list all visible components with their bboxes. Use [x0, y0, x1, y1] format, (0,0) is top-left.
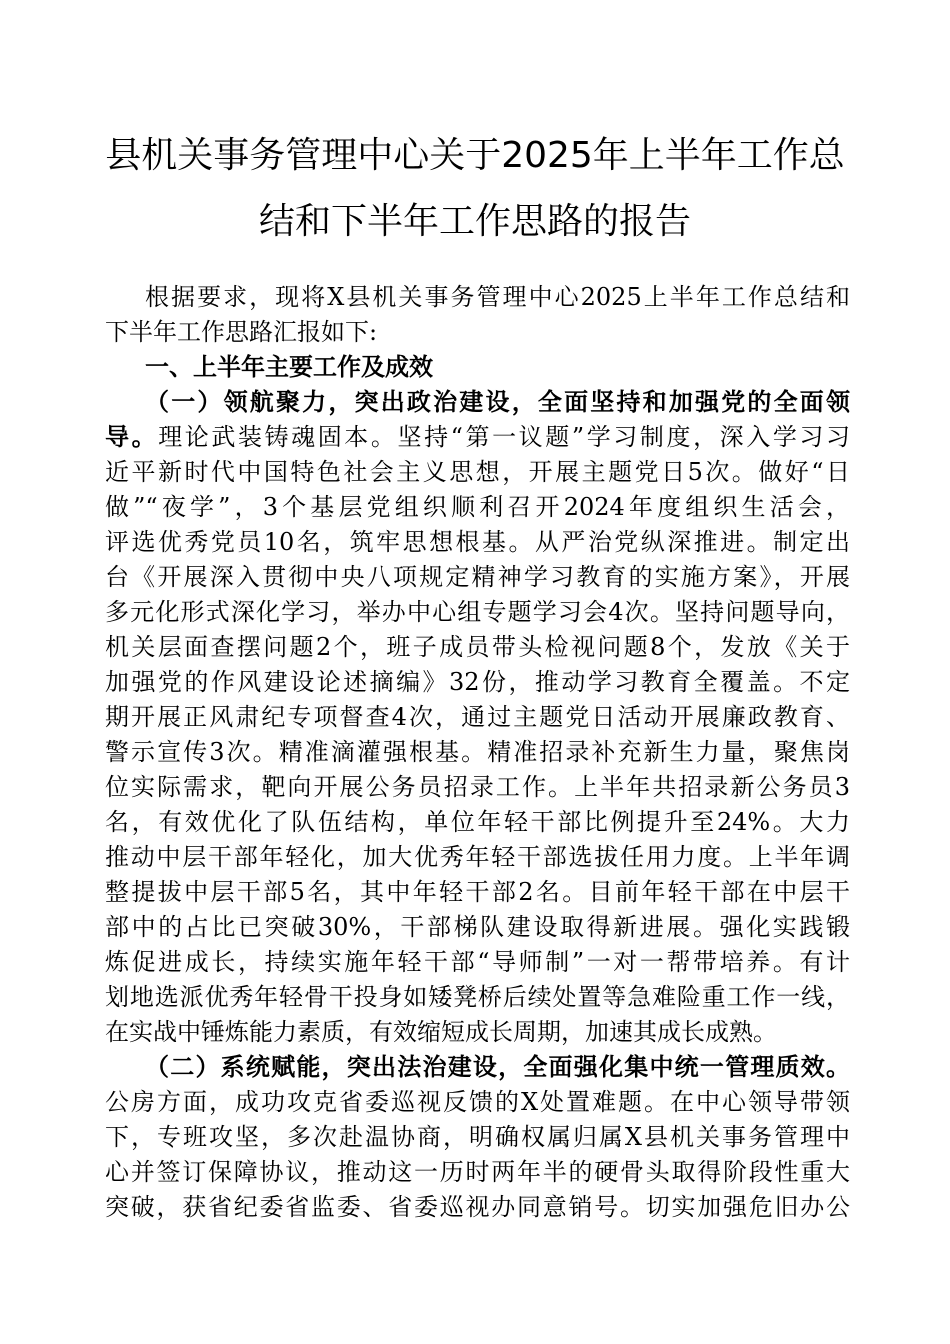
paragraph-line: 划地选派优秀年轻骨干投身如矮凳桥后续处置等急难险重工作一线， — [105, 983, 850, 1011]
paragraph-line: 下，专班攻坚，多次赴温协商，明确权属归属X县机关事务管理中 — [105, 1123, 850, 1151]
paragraph-line: 警示宣传3次。精准滴灌强根基。精准招录补充新生力量，聚焦岗 — [105, 738, 850, 766]
subsection-heading-1-end: 导。 — [105, 423, 159, 451]
document-body — [105, 280, 850, 1225]
paragraph-line: 期开展正风肃纪专项督查4次，通过主题党日活动开展廉政教育、 — [105, 703, 850, 731]
document-title-line-2: 结和下半年工作思路的报告 — [258, 201, 691, 242]
subsection-heading-1: （一）领航聚力，突出政治建设，全面坚持和加强党的全面领 — [145, 388, 850, 416]
paragraph-line: 位实际需求，靶向开展公务员招录工作。上半年共招录新公务员3 — [105, 773, 850, 801]
paragraph-line: 机关层面查摆问题2个，班子成员带头检视问题8个，发放《关于 — [105, 633, 850, 661]
subsection-heading-2: （二）系统赋能，突出法治建设，全面强化集中统一管理质效。 — [145, 1053, 850, 1081]
paragraph-line: 心并签订保障协议，推动这一历时两年半的硬骨头取得阶段性重大 — [105, 1158, 850, 1186]
paragraph-line: 部中的占比已突破30%，干部梯队建设取得新进展。强化实践锻 — [105, 913, 850, 941]
paragraph-line: 多元化形式深化学习，举办中心组专题学习会4次。坚持问题导向， — [105, 598, 850, 626]
paragraph-line: 近平新时代中国特色社会主义思想，开展主题党日5次。做好“日 — [105, 458, 850, 486]
paragraph-line: 推动中层干部年轻化，加大优秀年轻干部选拔任用力度。上半年调 — [105, 843, 850, 871]
paragraph-line: 加强党的作风建设论述摘编》32份，推动学习教育全覆盖。不定 — [105, 668, 850, 696]
paragraph-line: 公房方面，成功攻克省委巡视反馈的X处置难题。在中心领导带领 — [105, 1088, 850, 1116]
intro-paragraph-line: 根据要求，现将X县机关事务管理中心2025上半年工作总结和 — [145, 283, 850, 311]
paragraph-line: 在实战中锤炼能力素质，有效缩短成长周期，加速其成长成熟。 — [105, 1018, 777, 1046]
paragraph-line: 台《开展深入贯彻中央八项规定精神学习教育的实施方案》，开展 — [105, 563, 850, 591]
paragraph-line: 炼促进成长，持续实施年轻干部“导师制”一对一帮带培养。有计 — [105, 948, 850, 976]
paragraph-line: 做”“夜学”，3个基层党组织顺利召开2024年度组织生活会， — [105, 493, 850, 521]
paragraph-line: 整提拔中层干部5名，其中年轻干部2名。目前年轻干部在中层干 — [105, 878, 850, 906]
paragraph-line: 名，有效优化了队伍结构，单位年轻干部比例提升至24%。大力 — [105, 808, 850, 836]
paragraph-line: 突破，获省纪委省监委、省委巡视办同意销号。切实加强危旧办公 — [105, 1193, 850, 1221]
paragraph-text: 理论武装铸魂固本。坚持“第一议题”学习制度，深入学习习 — [158, 423, 850, 451]
paragraph-line: 评选优秀党员10名，筑牢思想根基。从严治党纵深推进。制定出 — [105, 528, 850, 556]
section-heading-1: 一、上半年主要工作及成效 — [145, 353, 433, 381]
paragraph-line — [105, 420, 850, 455]
document-title-line-1: 县机关事务管理中心关于2025年上半年工作总 — [105, 135, 845, 176]
intro-paragraph-line: 下半年工作思路汇报如下: — [105, 318, 378, 346]
